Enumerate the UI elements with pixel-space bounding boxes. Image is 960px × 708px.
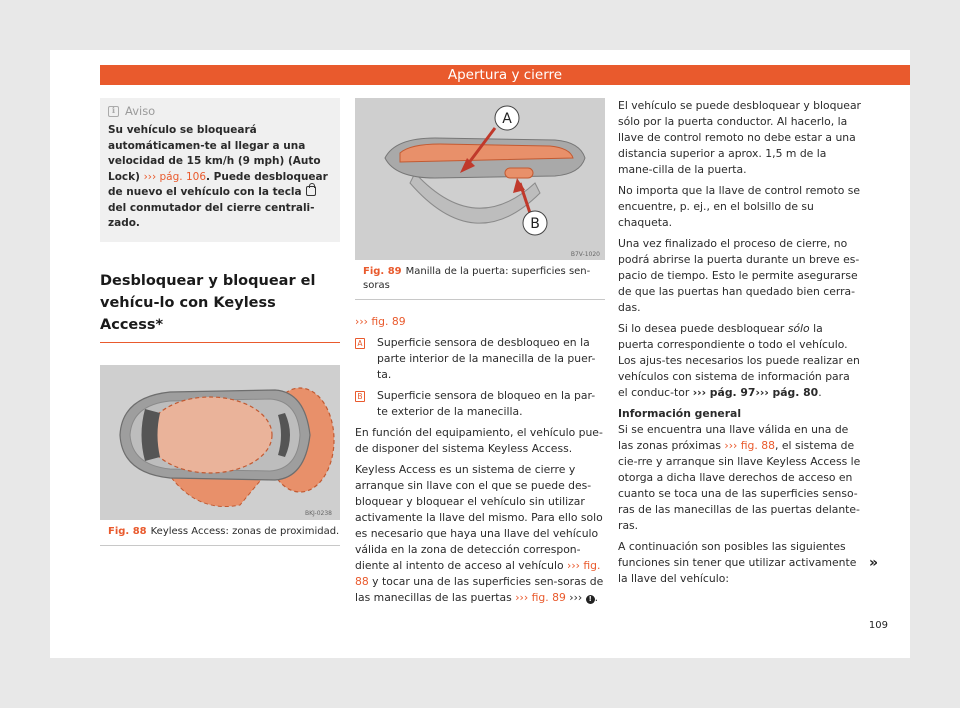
fig-ref-link[interactable]: ››› fig. 88 <box>355 559 601 588</box>
manual-page <box>50 50 910 658</box>
page-ref-link[interactable]: ››› pág. 97››› pág. 80 <box>692 386 819 399</box>
page-number: 109 <box>868 620 888 631</box>
figure-89-image <box>355 98 605 260</box>
notice-box <box>100 98 340 242</box>
paragraph: Si se encuentra una llave válida en una de las zonas próximas ››› fig. 88, el sistema de cie-rre y arranque sin llave Keyless Access le otorga a dicha llave derechos de acceso en cuanto se toca una de las superficies senso-ras de las manecillas de las puertas delante-ras. <box>618 423 861 532</box>
figure-88-image <box>100 365 340 520</box>
badge-a: A <box>355 338 365 349</box>
info-icon: i <box>108 106 119 117</box>
list-item: B Superficie sensora de bloqueo en la par-te exterior de la manecilla. <box>355 388 605 420</box>
badge-b: B <box>355 391 365 402</box>
notice-title: Aviso <box>125 104 156 118</box>
door-handle-illustration <box>355 98 605 260</box>
list-item: A Superficie sensora de desbloqueo en la parte interior de la manecilla de la puer-ta. <box>355 335 605 383</box>
figure-ref <box>355 314 605 330</box>
warning-icon: ! <box>586 595 595 604</box>
paragraph: Keyless Access es un sistema de cierre y arranque sin llave con el que se puede des-bloquear y bloquear el vehículo sin utilizar activamente la llave del mismo. Para ello solo es necesario que haya una llave del vehículo válida en la zona de detección correspon-diente al intento de acceso al vehículo ››› fig. 88 y tocar una de las superficies sen-soras de las manecillas de las puertas ››› fig. 89 ››› ! . <box>355 463 604 604</box>
page-ref-link[interactable]: ››› pág. 106 <box>143 170 206 183</box>
middle-column <box>355 98 605 611</box>
paragraph: Si lo desea puede desbloquear sólo la puerta correspondiente o todo el vehículo. Los ajus-tes necesarios los puede realizar en vehículos con sistema de información para el conduc-tor ››› pág. 97››› pág. 80. <box>618 322 860 399</box>
fig-ref-link[interactable]: ››› fig. 89 <box>515 591 566 604</box>
subheading: Información general <box>618 407 742 420</box>
label-a: A <box>502 111 512 127</box>
figure-code: B7V-1020 <box>570 251 600 258</box>
fig-ref-link[interactable]: ››› fig. 89 <box>355 315 406 328</box>
right-column <box>618 98 861 592</box>
paragraph: A continuación son posibles las siguientes funciones sin tener que utilizar activamente la llave del vehículo: <box>618 540 857 585</box>
section-title: Desbloquear y bloquear el vehícu-lo con Keyless Access* <box>100 270 340 343</box>
chapter-header: Apertura y cierre <box>100 65 910 85</box>
figure-89-caption: Fig. 89 Manilla de la puerta: superficies sen-soras <box>355 260 605 300</box>
lock-icon <box>306 186 316 196</box>
label-b: B <box>530 216 540 232</box>
notice-body: Su vehículo se bloqueará automáticamen-te al llegar a una velocidad de 15 km/h (9 mph) (Auto Lock) ››› pág. 106. Puede desbloquear de nuevo el vehículo con la tecla del conmutador del cierre centrali-zado. <box>108 124 328 229</box>
paragraph: En función del equipamiento, el vehículo pue-de disponer del sistema Keyless Access. <box>355 426 603 455</box>
fig-ref-link[interactable]: ››› fig. 88 <box>724 439 776 452</box>
car-top-view-illustration <box>100 365 340 520</box>
figure-88-caption: Fig. 88 Keyless Access: zonas de proximidad. <box>100 520 340 546</box>
left-column <box>100 98 340 560</box>
paragraph: Una vez finalizado el proceso de cierre, no podrá abrirse la puerta durante un breve es-pacio de tiempo. Esto le permite asegurarse de que las puertas han quedado bien cerra-das. <box>618 237 860 314</box>
figure-code: BKJ-0238 <box>304 509 332 517</box>
paragraph: El vehículo se puede desbloquear y bloquear sólo por la puerta conductor. Al hacerlo, la llave de control remoto no debe estar a una distancia superior a aprox. 1,5 m de la mane-cilla de la puerta. <box>618 99 861 176</box>
paragraph: No importa que la llave de control remoto se encuentre, p. ej., en el bolsillo de su chaqueta. <box>618 184 861 229</box>
continue-mark: » <box>868 555 878 571</box>
